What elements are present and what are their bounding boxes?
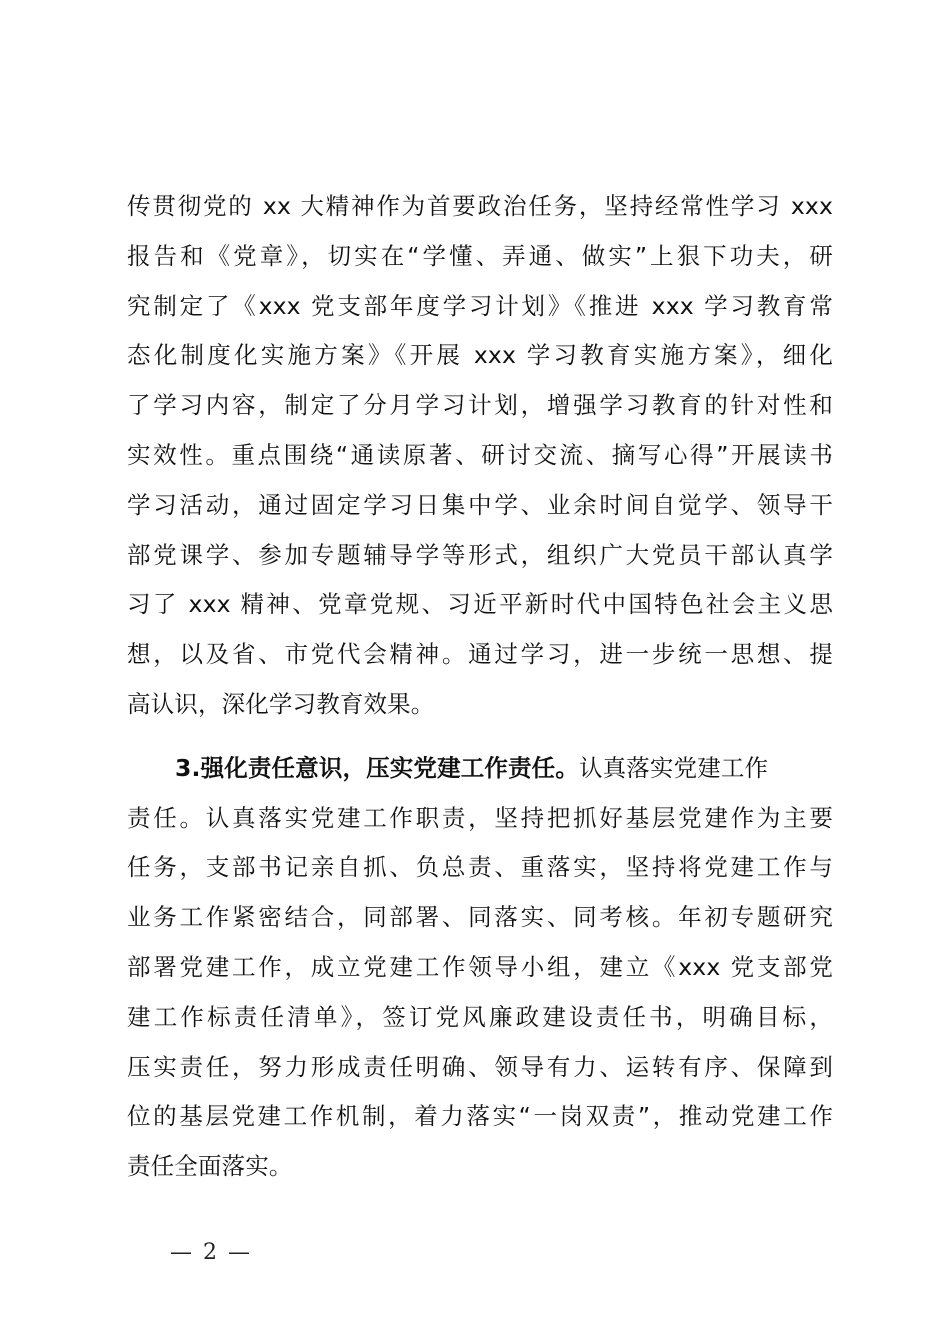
page-number-footer: — 2 — — [170, 1240, 252, 1265]
paragraph-line: 究制定了《xxx 党支部年度学习计划》《推进 xxx 学习教育常 — [127, 291, 833, 320]
paragraph-line: 责任全面落实。 — [127, 1152, 293, 1181]
document-body — [127, 182, 833, 1192]
paragraph-line: 了学习内容，制定了分月学习计划，增强学习教育的针对性和 — [127, 391, 833, 420]
paragraph-spacing — [127, 730, 833, 744]
paragraph-line: 学习活动，通过固定学习日集中学、业余时间自觉学、领导干 — [127, 490, 833, 519]
paragraph-first-line — [127, 744, 833, 794]
paragraph-line: 建工作标责任清单》，签订党风廉政建设责任书，明确目标， — [127, 1002, 833, 1031]
paragraph-line: 报告和《党章》，切实在“学懂、弄通、做实”上狠下功夫，研 — [127, 241, 833, 270]
paragraph-line: 责任。认真落实党建工作职责，坚持把抓好基层党建作为主要 — [127, 803, 833, 832]
paragraph-line: 高认识，深化学习教育效果。 — [127, 689, 435, 718]
paragraph-line: 想，以及省、市党代会精神。通过学习，进一步统一思想、提 — [127, 640, 833, 669]
paragraph-line: 任务，支部书记亲自抓、负总责、重落实，坚持将党建工作与 — [127, 853, 833, 882]
paragraph-line: 习了 xxx 精神、党章党规、习近平新时代中国特色社会主义思 — [127, 590, 833, 619]
paragraph-line: 压实责任，努力形成责任明确、领导有力、运转有序、保障到 — [127, 1052, 833, 1081]
paragraph-line: 业务工作紧密结合，同部署、同落实、同考核。年初专题研究 — [127, 903, 833, 932]
paragraph-line: 实效性。重点围绕“通读原著、研讨交流、摘写心得”开展读书 — [127, 440, 833, 469]
paragraph-line: 部党课学、参加专题辅导学等形式，组织广大党员干部认真学 — [127, 540, 833, 569]
paragraph-line: 态化制度化实施方案》《开展 xxx 学习教育实施方案》，细化 — [127, 341, 833, 370]
paragraph-first-line-text: 认真落实党建工作 — [578, 753, 769, 782]
paragraph-2 — [127, 744, 833, 1192]
paragraph-line: 位的基层党建工作机制，着力落实“一岗双责”，推动党建工作 — [127, 1102, 833, 1131]
section-heading: 3.强化责任意识，压实党建工作责任。 — [175, 753, 579, 782]
paragraph-line: 传贯彻党的 xx 大精神作为首要政治任务，坚持经常性学习 xxx — [127, 192, 833, 220]
paragraph-line: 部署党建工作，成立党建工作领导小组，建立《xxx 党支部党 — [127, 952, 833, 981]
paragraph-1 — [127, 182, 833, 730]
